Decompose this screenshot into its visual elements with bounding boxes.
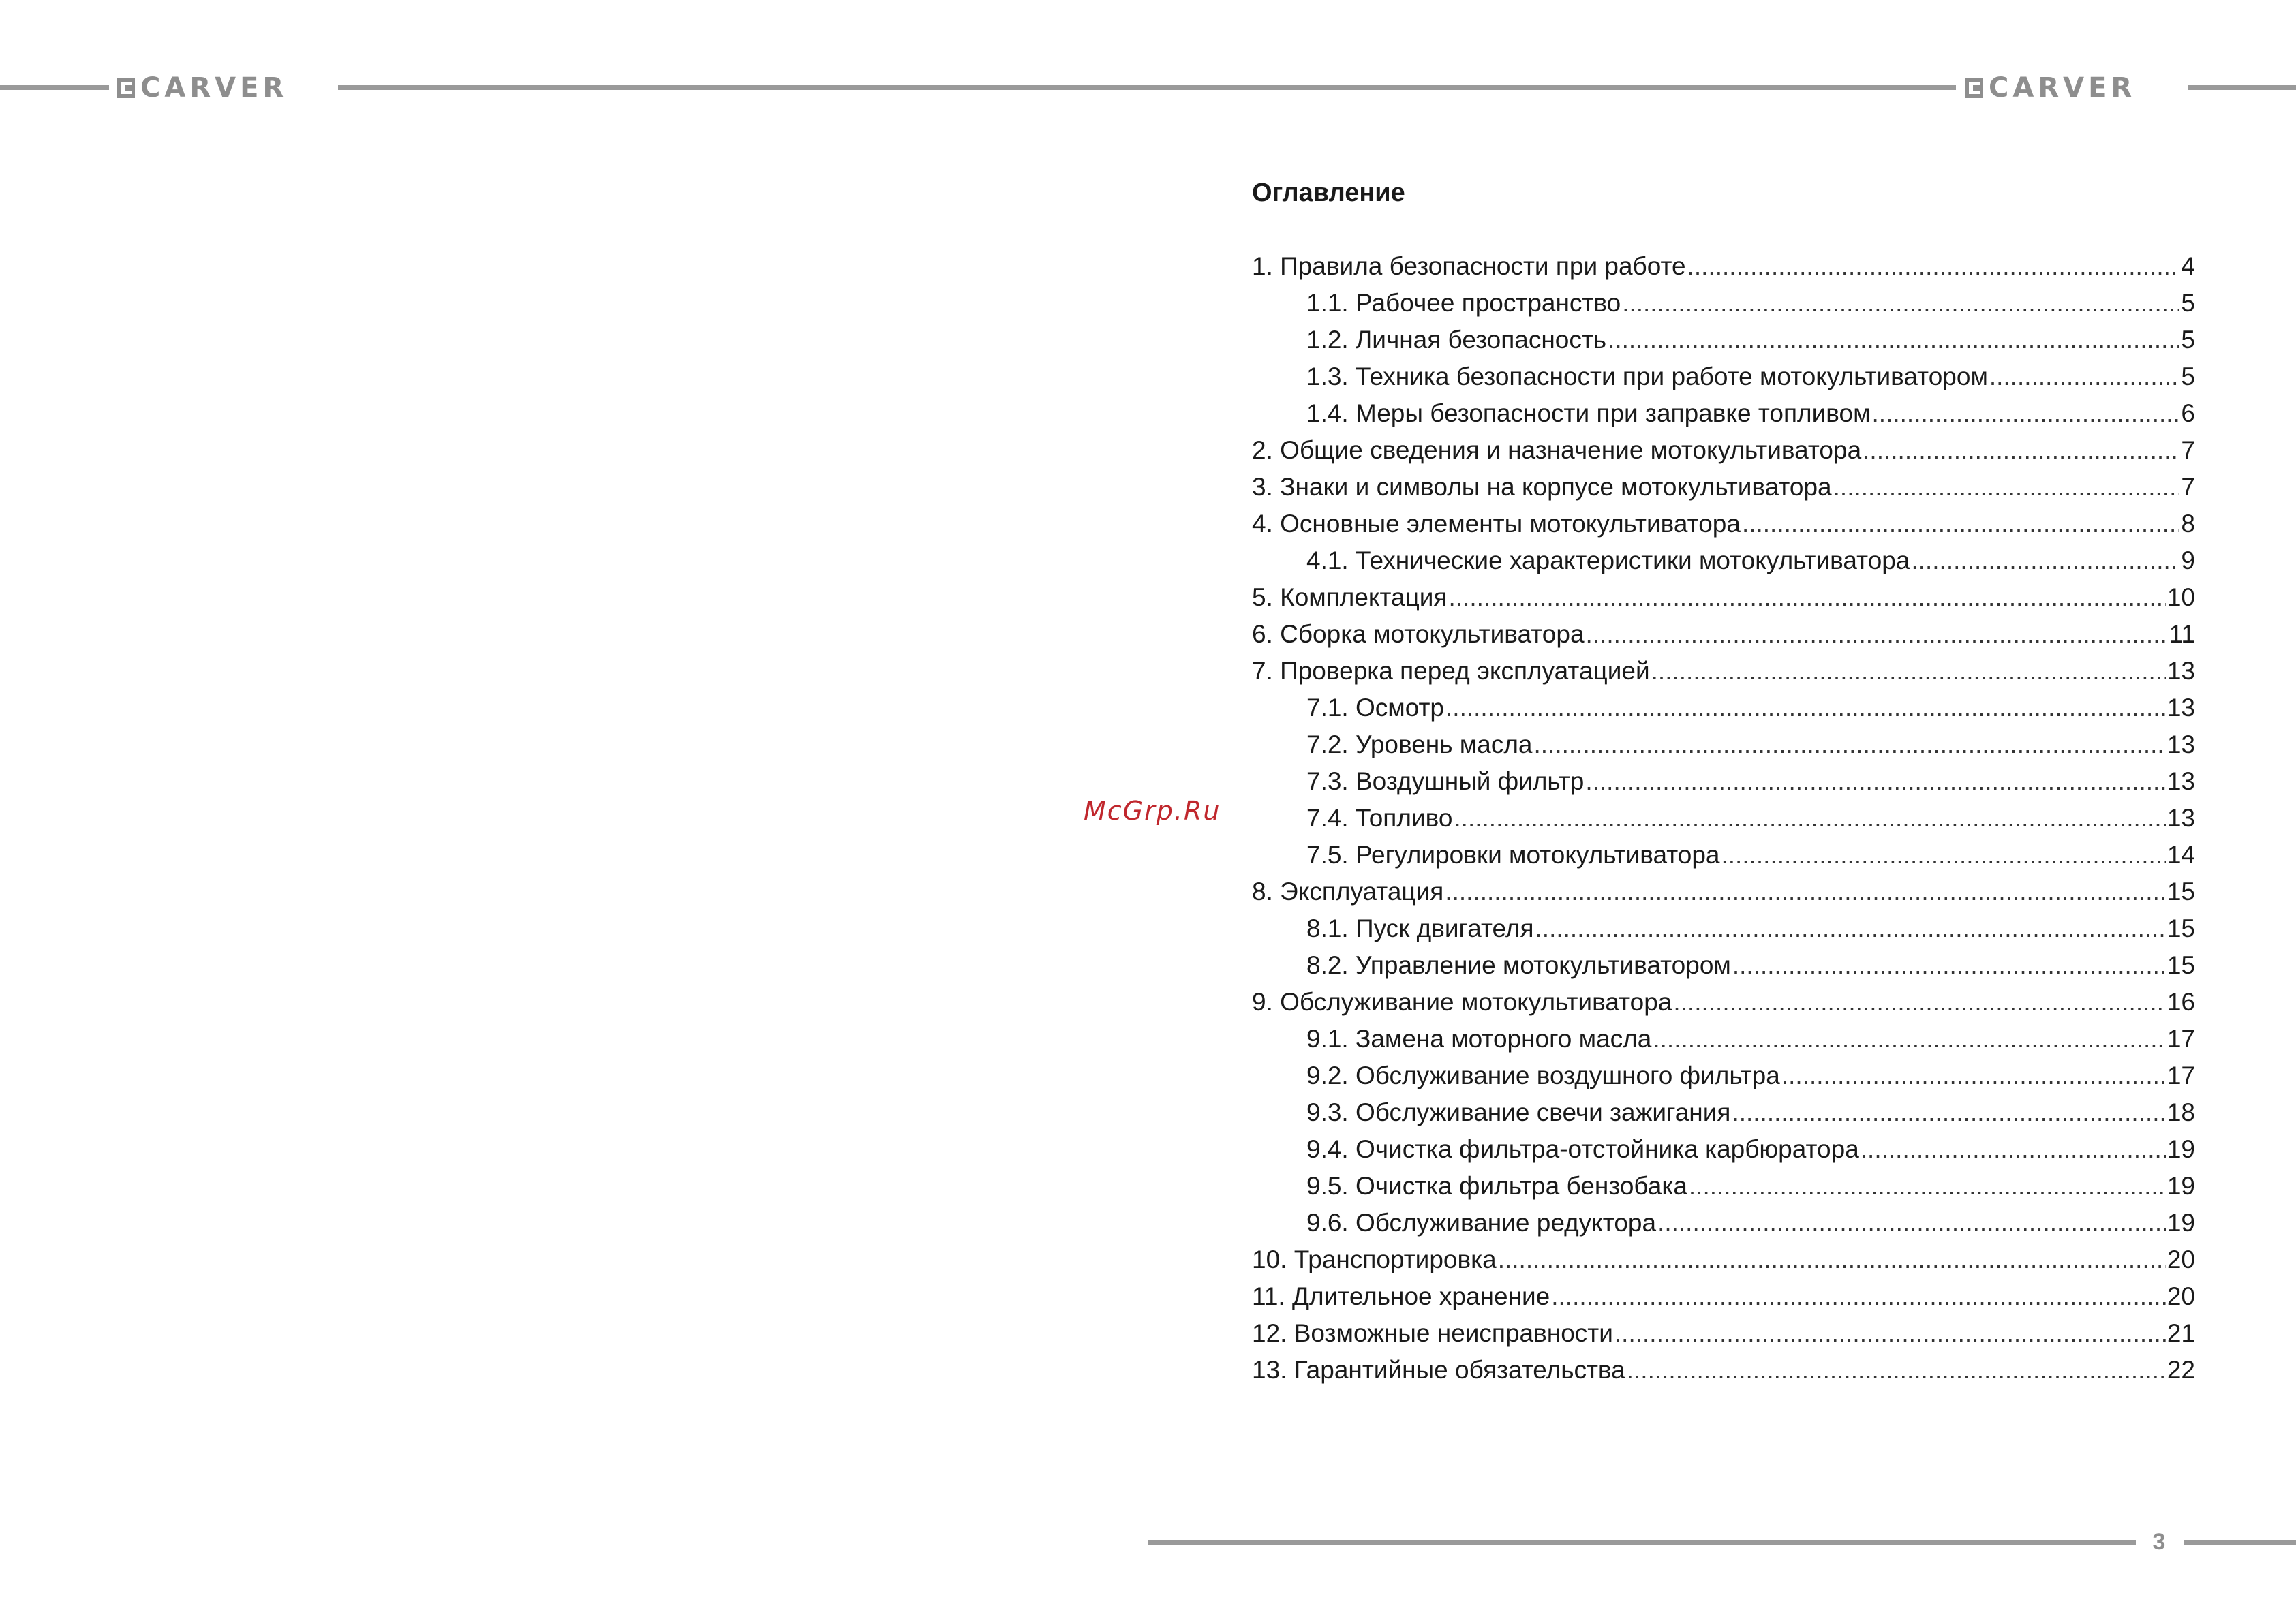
toc-dot-leader	[1863, 436, 2179, 465]
toc-entry-page: 11	[2169, 620, 2195, 648]
toc-entry[interactable]	[1252, 1062, 2195, 1098]
toc-dot-leader	[1622, 289, 2179, 318]
toc-entry[interactable]	[1252, 914, 2195, 951]
toc-dot-leader	[1614, 1319, 2166, 1348]
toc-entry[interactable]	[1252, 1135, 2195, 1172]
toc-entry-title: 7.1. Осмотр	[1306, 694, 1445, 722]
toc-dot-leader	[1673, 988, 2165, 1017]
toc-entry[interactable]	[1252, 1246, 2195, 1282]
toc-entry-page: 15	[2167, 951, 2195, 979]
toc-entry-title: 1. Правила безопасности при работе	[1252, 252, 1686, 280]
toc-entry[interactable]	[1252, 767, 2195, 804]
toc-dot-leader	[1585, 767, 2166, 796]
toc-dot-leader	[1833, 473, 2180, 501]
toc-dot-leader	[1721, 841, 2165, 869]
toc-dot-leader	[1687, 252, 2180, 281]
toc-entry[interactable]	[1252, 399, 2195, 436]
toc-dot-leader	[1551, 1282, 2166, 1311]
toc-entry[interactable]	[1252, 510, 2195, 546]
toc-entry[interactable]	[1252, 730, 2195, 767]
toc-entry[interactable]	[1252, 804, 2195, 841]
carver-logo-mark-icon	[117, 78, 135, 98]
toc-dot-leader	[1586, 620, 2168, 649]
toc-entry-page: 16	[2167, 988, 2195, 1016]
toc-entry-page: 17	[2167, 1062, 2195, 1089]
toc-dot-leader	[1861, 1135, 2166, 1164]
toc-entry-title: 4.1. Технические характеристики мотокультиватора	[1306, 546, 1910, 574]
toc-dot-leader	[1872, 399, 2180, 428]
toc-dot-leader	[1689, 1172, 2166, 1201]
toc-entry[interactable]	[1252, 252, 2195, 289]
toc-entry-title: 12. Возможные неисправности	[1252, 1319, 1613, 1347]
toc-entry[interactable]	[1252, 1025, 2195, 1062]
footer-rule-left	[1148, 1540, 2136, 1545]
toc-entry[interactable]	[1252, 362, 2195, 399]
toc-entry-page: 5	[2181, 289, 2195, 317]
toc-entry[interactable]	[1252, 1172, 2195, 1209]
toc-entry-title: 2. Общие сведения и назначение мотокультиватора	[1252, 436, 1862, 464]
toc-entry[interactable]	[1252, 473, 2195, 510]
toc-entry-title: 9.1. Замена моторного масла	[1306, 1025, 1652, 1053]
toc-dot-leader	[1657, 1209, 2166, 1237]
toc-entry-page: 5	[2181, 326, 2195, 354]
toc-entry-page: 7	[2181, 473, 2195, 501]
toc-entry-page: 13	[2167, 730, 2195, 758]
toc-entry[interactable]	[1252, 1356, 2195, 1393]
brand-name: CARVER	[1989, 72, 2137, 104]
toc-dot-leader	[1454, 804, 2165, 833]
toc-entry-title: 5. Комплектация	[1252, 583, 1448, 611]
toc-entry[interactable]	[1252, 583, 2195, 620]
toc-entry-title: 8.2. Управление мотокультиватором	[1306, 951, 1731, 979]
toc-entry[interactable]	[1252, 326, 2195, 362]
toc-entry-title: 3. Знаки и символы на корпусе мотокультиватора	[1252, 473, 1832, 501]
toc-entry[interactable]	[1252, 289, 2195, 326]
page-number: 3	[2152, 1529, 2166, 1555]
brand-name: CARVER	[140, 72, 288, 104]
page-title: Оглавление	[1252, 179, 1405, 207]
toc-dot-leader	[1911, 546, 2179, 575]
toc-entry-page: 13	[2167, 804, 2195, 832]
toc-entry-page: 7	[2181, 436, 2195, 464]
footer-rule-right	[2184, 1540, 2296, 1545]
toc-entry-title: 7.5. Регулировки мотокультиватора	[1306, 841, 1720, 869]
brand-logo-left	[117, 72, 288, 104]
toc-entry-page: 20	[2167, 1282, 2195, 1310]
toc-entry-title: 9.2. Обслуживание воздушного фильтра	[1306, 1062, 1780, 1089]
toc-entry[interactable]	[1252, 1319, 2195, 1356]
toc-entry-title: 6. Сборка мотокультиватора	[1252, 620, 1585, 648]
toc-entry[interactable]	[1252, 1098, 2195, 1135]
toc-entry-title: 9.5. Очистка фильтра бензобака	[1306, 1172, 1687, 1200]
toc-entry-page: 4	[2181, 252, 2195, 280]
toc-entry[interactable]	[1252, 988, 2195, 1025]
toc-dot-leader	[1533, 730, 2165, 759]
toc-entry-page: 13	[2167, 767, 2195, 795]
toc-entry-title: 9.4. Очистка фильтра-отстойника карбюратора	[1306, 1135, 1859, 1163]
watermark: McGrp.Ru	[1084, 796, 1221, 826]
toc-dot-leader	[1781, 1062, 2166, 1090]
toc-entry-title: 7.2. Уровень масла	[1306, 730, 1533, 758]
toc-entry-title: 7. Проверка перед эксплуатацией	[1252, 657, 1650, 685]
toc-dot-leader	[1627, 1356, 2166, 1385]
toc-entry[interactable]	[1252, 694, 2195, 730]
toc-entry[interactable]	[1252, 878, 2195, 914]
toc-entry[interactable]	[1252, 1209, 2195, 1246]
toc-entry-page: 13	[2167, 657, 2195, 685]
toc-entry-page: 21	[2167, 1319, 2195, 1347]
table-of-contents	[1252, 252, 2195, 1393]
toc-dot-leader	[1989, 362, 2180, 391]
toc-entry-page: 20	[2167, 1246, 2195, 1273]
toc-entry-page: 14	[2167, 841, 2195, 869]
toc-dot-leader	[1653, 1025, 2165, 1053]
toc-entry-page: 9	[2181, 546, 2195, 574]
toc-dot-leader	[1651, 657, 2166, 685]
toc-entry-title: 1.4. Меры безопасности при заправке топливом	[1306, 399, 1871, 427]
toc-entry-page: 8	[2181, 510, 2195, 538]
toc-entry[interactable]	[1252, 546, 2195, 583]
toc-entry-title: 1.3. Техника безопасности при работе мотокультиватором	[1306, 362, 1988, 390]
toc-entry-page: 17	[2167, 1025, 2195, 1053]
toc-entry[interactable]	[1252, 657, 2195, 694]
toc-entry-title: 7.4. Топливо	[1306, 804, 1453, 832]
toc-dot-leader	[1498, 1246, 2166, 1274]
toc-dot-leader	[1608, 326, 2179, 354]
toc-dot-leader	[1732, 1098, 2165, 1127]
toc-entry-title: 11. Длительное хранение	[1252, 1282, 1550, 1310]
toc-entry[interactable]	[1252, 620, 2195, 657]
toc-entry-title: 7.3. Воздушный фильтр	[1306, 767, 1585, 795]
toc-entry-page: 18	[2167, 1098, 2195, 1126]
toc-entry-page: 6	[2181, 399, 2195, 427]
toc-entry-title: 9. Обслуживание мотокультиватора	[1252, 988, 1672, 1016]
toc-dot-leader	[1449, 583, 2166, 612]
toc-entry[interactable]	[1252, 951, 2195, 988]
toc-entry[interactable]	[1252, 1282, 2195, 1319]
header-rule-right	[2188, 85, 2296, 90]
header-rule-left	[0, 85, 109, 90]
toc-entry-page: 15	[2167, 914, 2195, 942]
toc-dot-leader	[1445, 878, 2166, 906]
toc-entry-page: 19	[2167, 1172, 2195, 1200]
toc-entry-title: 8. Эксплуатация	[1252, 878, 1444, 906]
toc-entry-title: 1.1. Рабочее пространство	[1306, 289, 1621, 317]
toc-entry-title: 9.3. Обслуживание свечи зажигания	[1306, 1098, 1731, 1126]
header-rule-middle	[338, 85, 1956, 90]
brand-logo-right	[1965, 72, 2136, 104]
toc-entry-title: 10. Транспортировка	[1252, 1246, 1497, 1273]
toc-dot-leader	[1742, 510, 2179, 538]
toc-entry-title: 1.2. Личная безопасность	[1306, 326, 1607, 354]
toc-entry-title: 4. Основные элементы мотокультиватора	[1252, 510, 1741, 538]
toc-entry-page: 19	[2167, 1135, 2195, 1163]
toc-entry-page: 22	[2167, 1356, 2195, 1384]
toc-entry-page: 19	[2167, 1209, 2195, 1237]
toc-dot-leader	[1535, 914, 2166, 943]
toc-entry-page: 10	[2167, 583, 2195, 611]
toc-entry-page: 5	[2181, 362, 2195, 390]
toc-entry-title: 8.1. Пуск двигателя	[1306, 914, 1534, 942]
toc-entry-page: 13	[2167, 694, 2195, 722]
carver-logo-mark-icon	[1965, 78, 1983, 98]
toc-dot-leader	[1732, 951, 2166, 980]
toc-entry[interactable]	[1252, 841, 2195, 878]
toc-entry-page: 15	[2167, 878, 2195, 906]
toc-dot-leader	[1445, 694, 2166, 722]
toc-entry-title: 9.6. Обслуживание редуктора	[1306, 1209, 1657, 1237]
toc-entry-title: 13. Гарантийные обязательства	[1252, 1356, 1625, 1384]
toc-entry[interactable]	[1252, 436, 2195, 473]
